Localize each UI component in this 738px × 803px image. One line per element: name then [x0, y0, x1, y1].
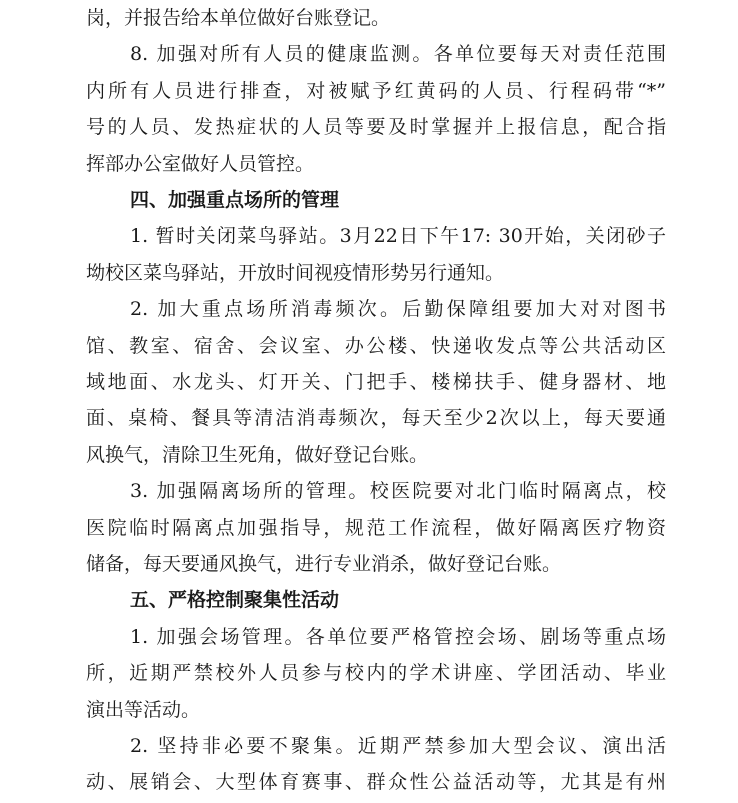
paragraph-line: 8. 加强对所有人员的健康监测。各单位要每天对责任范围 — [130, 43, 666, 65]
paragraph-line: 面、桌椅、餐具等清洁消毒频次，每天至少2次以上，每天要通 — [86, 407, 666, 429]
paragraph-line: 1. 加强会场管理。各单位要严格管控会场、剧场等重点场 — [130, 626, 666, 648]
paragraph-line: 储备，每天要通风换气，进行专业消杀，做好登记台账。 — [86, 553, 562, 575]
section-heading: 四、加强重点场所的管理 — [130, 189, 340, 211]
paragraph-line: 坳校区菜鸟驿站，开放时间视疫情形势另行通知。 — [86, 262, 505, 284]
section-heading: 五、严格控制聚集性活动 — [130, 589, 340, 611]
paragraph-line: 号的人员、发热症状的人员等要及时掌握并上报信息，配合指 — [86, 116, 666, 138]
paragraph-line: 演出等活动。 — [86, 699, 201, 721]
paragraph-line: 岗，并报告给本单位做好台账登记。 — [86, 7, 391, 29]
paragraph-line: 内所有人员进行排查，对被赋予红黄码的人员、行程码带“*” — [86, 80, 666, 102]
paragraph-line: 1. 暂时关闭菜鸟驿站。3月22日下午17: 30开始，关闭砂子 — [130, 225, 666, 247]
paragraph-line: 馆、教室、宿舍、会议室、办公楼、快递收发点等公共活动区 — [86, 335, 666, 357]
paragraph-line: 所，近期严禁校外人员参与校内的学术讲座、学团活动、毕业 — [86, 662, 666, 684]
paragraph-line: 挥部办公室做好人员管控。 — [86, 153, 315, 175]
paragraph-line: 风换气，清除卫生死角，做好登记台账。 — [86, 444, 429, 466]
paragraph-line: 医院临时隔离点加强指导，规范工作流程，做好隔离医疗物资 — [86, 517, 666, 539]
paragraph-line: 2. 加大重点场所消毒频次。后勤保障组要加大对对图书 — [130, 298, 666, 320]
paragraph-line: 域地面、水龙头、灯开关、门把手、楼梯扶手、健身器材、地 — [86, 371, 666, 393]
paragraph-line: 动、展销会、大型体育赛事、群众性公益活动等，尤其是有州 — [86, 771, 666, 793]
paragraph-line: 2. 坚持非必要不聚集。近期严禁参加大型会议、演出活 — [130, 735, 666, 757]
paragraph-line: 3. 加强隔离场所的管理。校医院要对北门临时隔离点，校 — [130, 480, 666, 502]
